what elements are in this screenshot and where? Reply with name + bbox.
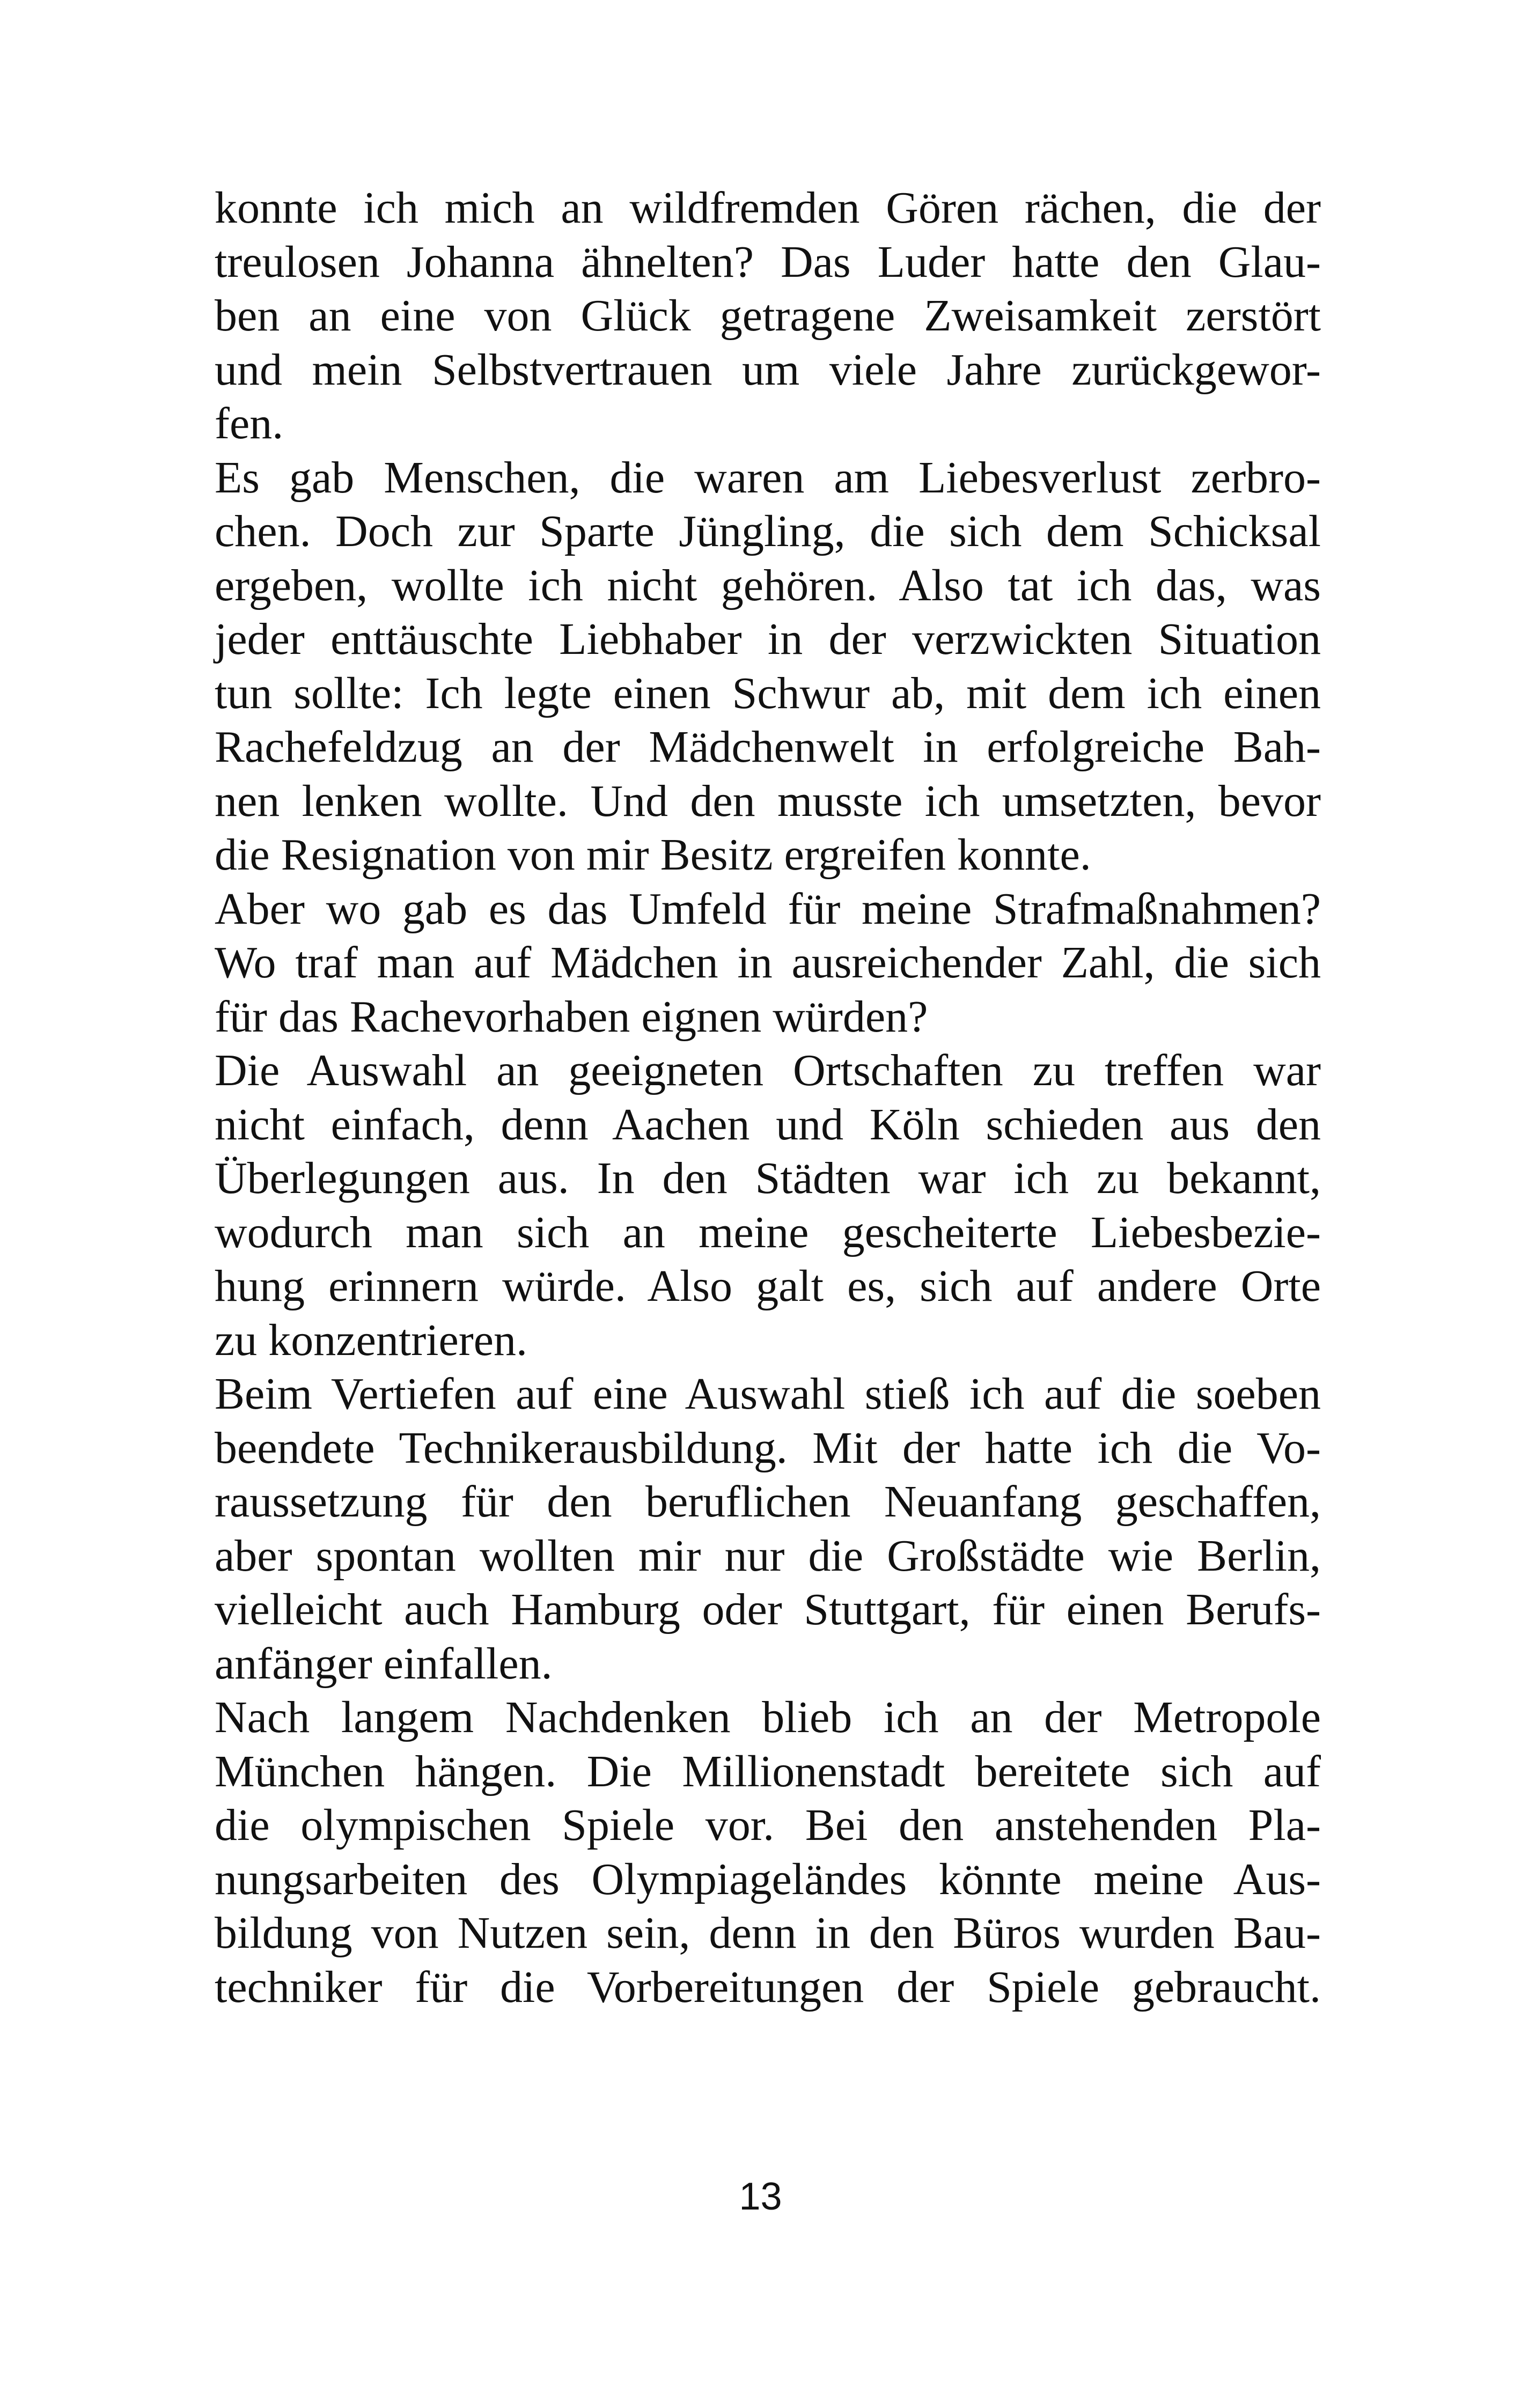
text-line: zu konzentrieren.: [215, 1315, 528, 1365]
text-line: Aber wo gab es das Umfeld für meine Strafmaßnahmen?: [215, 883, 1321, 934]
text-line: für das Rachevorhaben eignen würden?: [215, 991, 928, 1042]
text-line: ben an eine von Glück getragene Zweisamkeit zerstört: [215, 291, 1321, 341]
text-line: raussetzung für den beruflichen Neuanfang geschaffen,: [215, 1477, 1321, 1527]
body-text: [215, 181, 1321, 2014]
text-line: konnte ich mich an wildfremden Gören rächen, die der: [215, 183, 1321, 233]
text-line: und mein Selbstvertrauen um viele Jahre zurückgewor-: [215, 344, 1321, 395]
text-line: fen.: [215, 399, 284, 448]
text-line: aber spontan wollten mir nur die Großstädte wie Berlin,: [215, 1530, 1321, 1581]
text-line: Nach langem Nachdenken blieb ich an der Metropole: [215, 1692, 1321, 1742]
text-line: anfänger einfallen.: [215, 1638, 553, 1689]
text-line: hung erinnern würde. Also galt es, sich auf andere Orte: [215, 1261, 1321, 1311]
text-line: vielleicht auch Hamburg oder Stuttgart, für einen Berufs-: [215, 1585, 1321, 1634]
text-line: Überlegungen aus. In den Städten war ich zu bekannt,: [215, 1153, 1321, 1203]
text-line: jeder enttäuschte Liebhaber in der verzwickten Situation: [215, 614, 1321, 664]
text-line: die olympischen Spiele vor. Bei den anstehenden Pla-: [215, 1800, 1321, 1850]
text-line: Wo traf man auf Mädchen in ausreichender Zahl, die sich: [215, 938, 1321, 988]
text-line: techniker für die Vorbereitungen der Spiele gebraucht.: [215, 1962, 1321, 2012]
text-line: nungsarbeiten des Olympiageländes könnte meine Aus-: [215, 1854, 1321, 1904]
text-line: nicht einfach, denn Aachen und Köln schieden aus den: [215, 1099, 1321, 1150]
text-line: Rachefeldzug an der Mädchenwelt in erfolgreiche Bah-: [215, 722, 1321, 772]
text-line: Beim Vertiefen auf eine Auswahl stieß ich auf die soeben: [215, 1369, 1321, 1419]
text-line: nen lenken wollte. Und den musste ich umsetzten, bevor: [215, 776, 1321, 826]
text-line: chen. Doch zur Sparte Jüngling, die sich dem Schicksal: [215, 506, 1321, 556]
text-line: die Resignation von mir Besitz ergreifen konnte.: [215, 830, 1091, 880]
text-line: bildung von Nutzen sein, denn in den Büros wurden Bau-: [215, 1908, 1321, 1958]
text-line: wodurch man sich an meine gescheiterte Liebesbezie-: [215, 1207, 1321, 1257]
text-line: ergeben, wollte ich nicht gehören. Also tat ich das, was: [215, 560, 1321, 610]
text-line: beendete Technikerausbildung. Mit der hatte ich die Vo-: [215, 1423, 1321, 1473]
text-line: tun sollte: Ich legte einen Schwur ab, mit dem ich einen: [215, 668, 1321, 718]
text-line: treulosen Johanna ähnelten? Das Luder hatte den Glau-: [215, 237, 1321, 287]
text-line: Die Auswahl an geeigneten Ortschaften zu treffen war: [215, 1045, 1321, 1095]
text-line: Es gab Menschen, die waren am Liebesverlust zerbro-: [215, 452, 1321, 503]
text-line: München hängen. Die Millionenstadt bereitete sich auf: [215, 1746, 1321, 1796]
page-number: 13: [739, 2175, 782, 2218]
